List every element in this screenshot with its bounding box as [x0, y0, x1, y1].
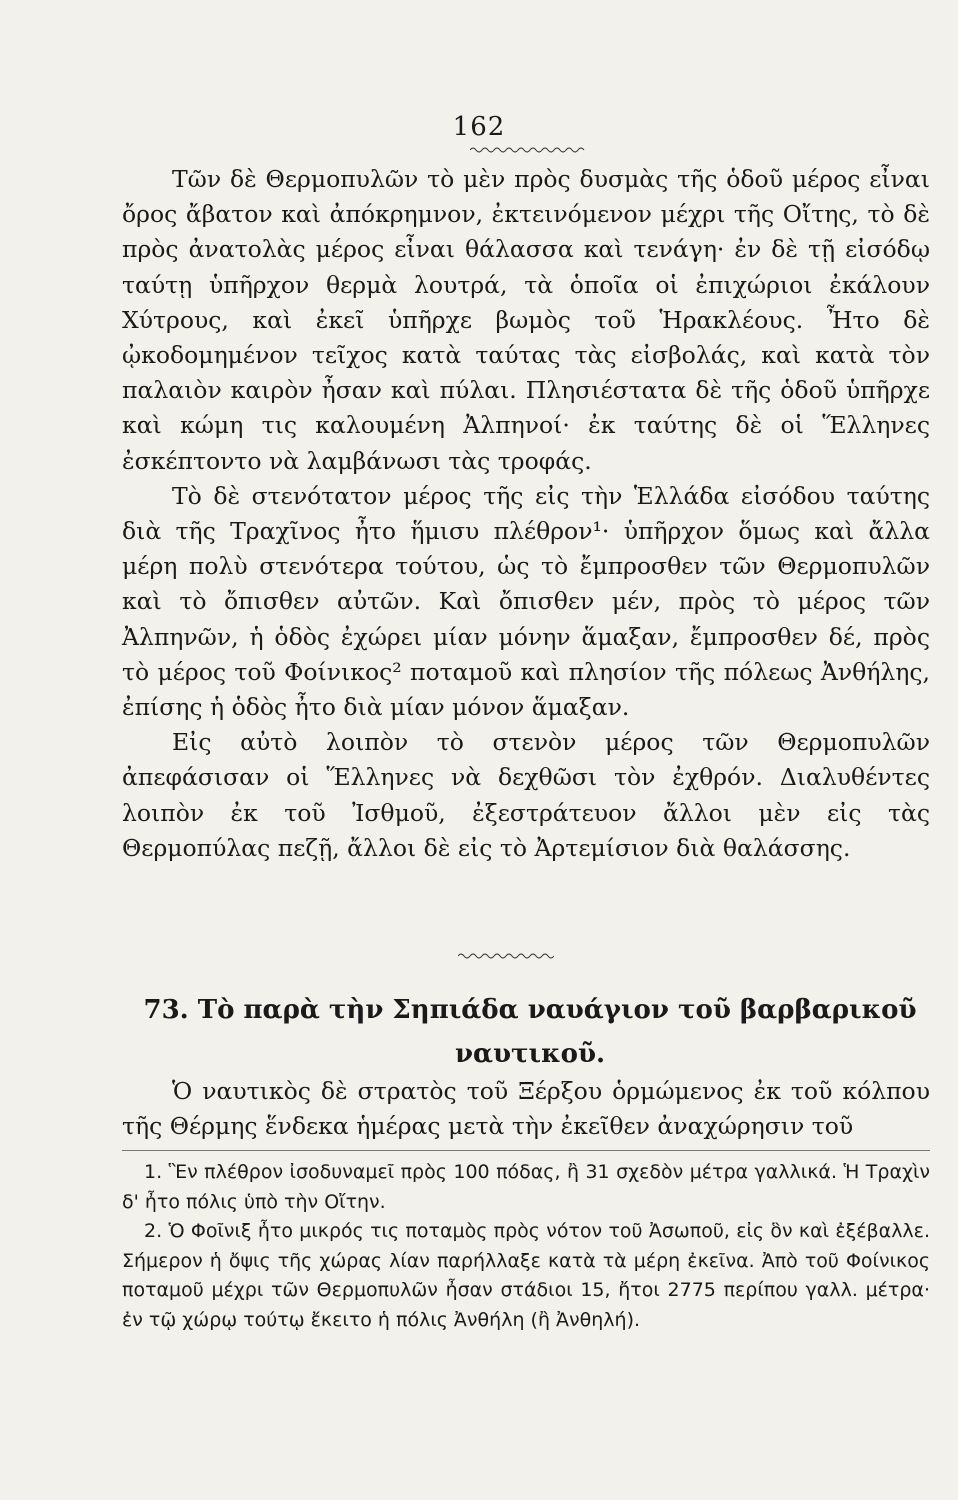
page-number-ornament — [470, 146, 586, 154]
footnote: 1. Ἓν πλέθρον ἰσοδυναμεῖ πρὸς 100 πόδας, ἢ 31 σχεδὸν μέτρα γαλλικά. Ἡ Τραχὶν δ' ἦτο πόλις ὑπὸ τὴν Οἴτην. — [122, 1161, 930, 1213]
section-separator — [458, 952, 554, 960]
paragraph: Εἰς αὐτὸ λοιπὸν τὸ στενὸν μέρος τῶν Θερμοπυλῶν ἀπεφάσισαν οἱ Ἕλληνες νὰ δεχθῶσι τὸν ἐχθρόν. Διαλυθέντες λοιπὸν ἐκ τοῦ Ἰσθμοῦ, ἐξεστράτευον ἄλλοι μὲν εἰς τὰς Θερμοπύλας πεζῇ, ἄλλοι δὲ εἰς τὸ Ἀρτεμίσιον διὰ θαλάσσης. — [122, 728, 930, 862]
paragraph: Τῶν δὲ Θερμοπυλῶν τὸ μὲν πρὸς δυσμὰς τῆς ὁδοῦ μέρος εἶναι ὄρος ἄβατον καὶ ἀπόκρημνον, ἐκτεινόμενον μέχρι τῆς Οἴτης, τὸ δὲ πρὸς ἀνατολὰς μέρος εἶναι θάλασσα καὶ τενάγη· ἐν δὲ τῇ εἰσόδῳ ταύτῃ ὑπῆρχον θερμὰ λουτρά, τὰ ὁποῖα οἱ ἐπιχώριοι ἐκάλουν Χύτρους, καὶ ἐκεῖ ὑπῆρχε βωμὸς τοῦ Ἡρακλέους. Ἦτο δὲ ᾠκοδομημένον τεῖχος κατὰ ταύτας τὰς εἰσβολάς, καὶ κατὰ τὸν παλαιὸν καιρὸν ἦσαν καὶ πύλαι. Πλησιέστατα δὲ τῆς ὁδοῦ ὑπῆρχε καὶ κώμη τις καλουμένη Ἀλπηνοί· ἐκ ταύτης δὲ οἱ Ἕλληνες ἐσκέπτοντο νὰ λαμβάνωσι τὰς τροφάς. — [122, 165, 930, 475]
footnote: 2. Ὁ Φοῖνιξ ἦτο μικρός τις ποταμὸς πρὸς νότον τοῦ Ἀσωποῦ, εἰς ὃν καὶ ἐξέβαλλε. Σήμερον ἡ ὄψις τῆς χώρας λίαν παρήλλαξε κατὰ τὰ μέρη ἐκεῖνα. Ἀπὸ τοῦ Φοίνικος ποταμοῦ μέχρι τῶν Θερμοπυλῶν ἦσαν στάδιοι 15, ἤτοι 2775 περίπου γαλλ. μέτρα· ἐν τῷ χώρῳ τούτῳ ἔκειτο ἡ πόλις Ἀνθήλη (ἢ Ἀνθηλή). — [122, 1220, 930, 1331]
main-text — [122, 162, 930, 866]
section-heading: 73. Τὸ παρὰ τὴν Σηπιάδα ναυάγιον τοῦ βαρβαρικοῦ ναυτικοῦ. — [143, 995, 917, 1069]
footnote-rule — [122, 1150, 930, 1151]
section-text — [122, 1074, 930, 1144]
footnotes — [122, 1158, 930, 1335]
paragraph: Ὁ ναυτικὸς δὲ στρατὸς τοῦ Ξέρξου ὁρμώμενος ἐκ τοῦ κόλπου τῆς Θέρμης ἕνδεκα ἡμέρας μετὰ τὴν ἐκεῖθεν ἀναχώρησιν τοῦ — [122, 1077, 930, 1141]
paragraph: Τὸ δὲ στενότατον μέρος τῆς εἰς τὴν Ἑλλάδα εἰσόδου ταύτης διὰ τῆς Τραχῖνος ἦτο ἥμισυ πλέθρον¹· ὑπῆρχον ὅμως καὶ ἄλλα μέρη πολὺ στενότερα τούτου, ὡς τὸ ἔμπροσθεν τῶν Θερμοπυλῶν καὶ τὸ ὄπισθεν αὐτῶν. Καὶ ὄπισθεν μέν, πρὸς τὸ μέρος τῶν Ἀλπηνῶν, ἡ ὁδὸς ἐχώρει μίαν μόνην ἅμαξαν, ἔμπροσθεν δέ, πρὸς τὸ μέρος τοῦ Φοίνικος² ποταμοῦ καὶ πλησίον τῆς πόλεως Ἀνθήλης, ἐπίσης ἡ ὁδὸς ἦτο διὰ μίαν μόνον ἅμαξαν. — [122, 481, 930, 722]
page-number: 162 — [452, 112, 506, 142]
